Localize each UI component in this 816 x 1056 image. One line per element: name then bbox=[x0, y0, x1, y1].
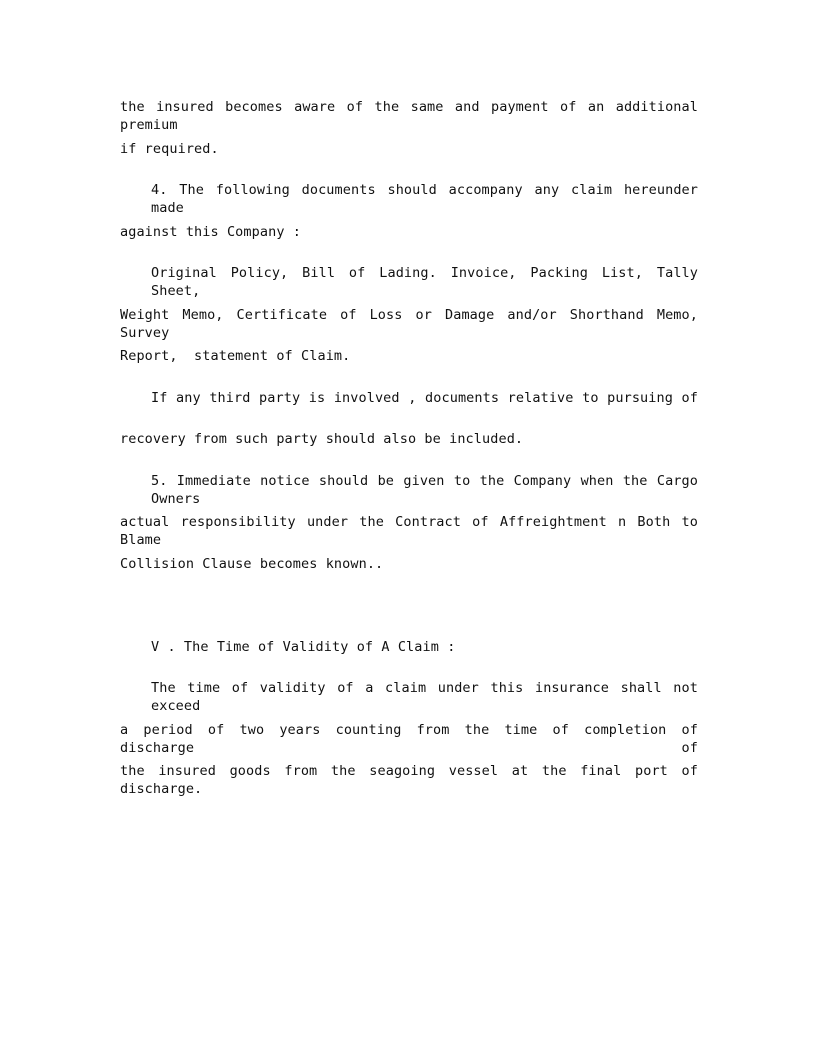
text-line: the insured goods from the seagoing vessel at the final port of discharge. bbox=[120, 763, 698, 797]
clause-4-heading-line: 4. The following documents should accompany any claim hereunder made bbox=[151, 182, 698, 216]
text-line: The time of validity of a claim under this insurance shall not exceed bbox=[151, 680, 698, 714]
text-line: recovery from such party should also be included. bbox=[120, 431, 524, 447]
section-v-heading: V . The Time of Validity of A Claim : bbox=[151, 639, 456, 655]
text-line: If any third party is involved , documents relative to pursuing of bbox=[151, 390, 698, 406]
text-line: Collision Clause becomes known.. bbox=[120, 556, 384, 572]
text-line: the insured becomes aware of the same and payment of an additional premium bbox=[120, 99, 698, 133]
text-line: a period of two years counting from the time of completion of discharge of bbox=[120, 722, 698, 756]
documents-list-line: Original Policy, Bill of Lading. Invoice, Packing List, Tally Sheet, bbox=[151, 265, 698, 299]
documents-list-line: Report, statement of Claim. bbox=[120, 348, 351, 364]
documents-list-line: Weight Memo, Certificate of Loss or Damage and/or Shorthand Memo, Survey bbox=[120, 307, 698, 341]
text-line: against this Company : bbox=[120, 224, 302, 240]
clause-5-line: 5. Immediate notice should be given to the Company when the Cargo Owners bbox=[151, 473, 698, 507]
text-line: actual responsibility under the Contract of Affreightment n Both to Blame bbox=[120, 514, 698, 548]
text-line: if required. bbox=[120, 141, 219, 157]
